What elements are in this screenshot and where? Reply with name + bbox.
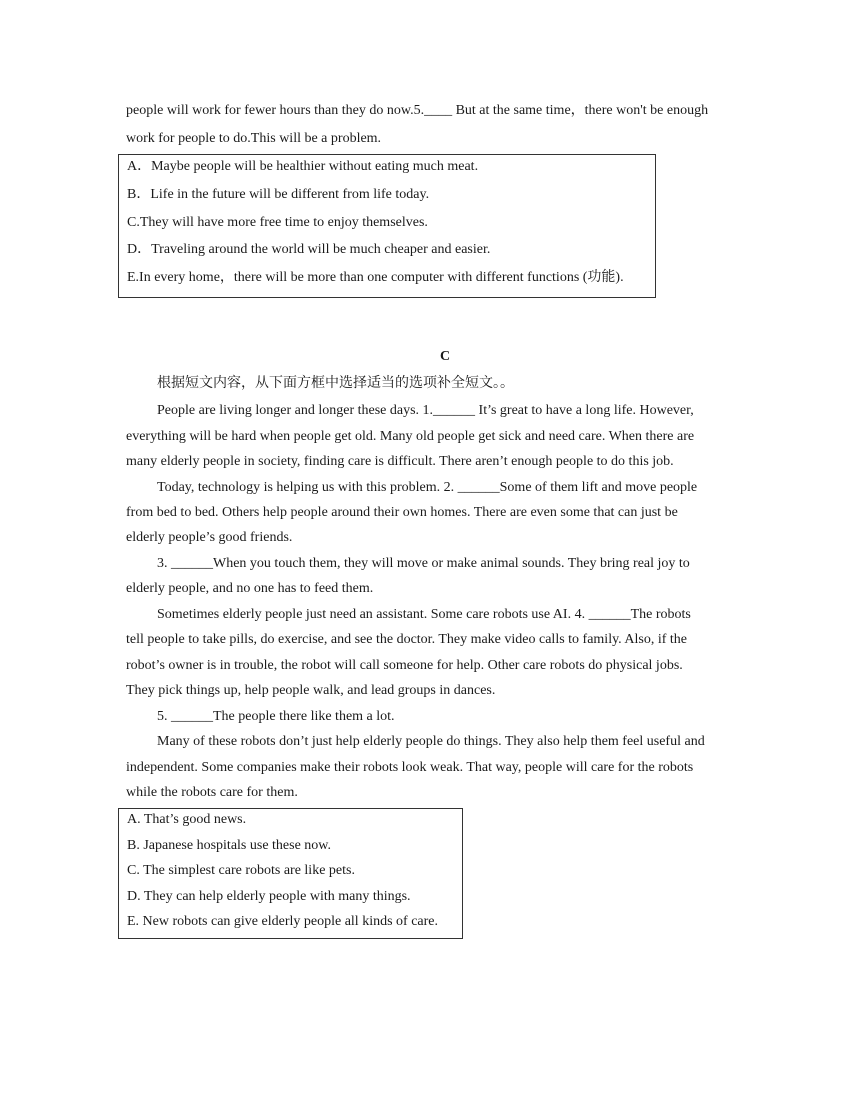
passage-c-line: tell people to take pills, do exercise, and see the doctor. They make video calls to family. Also, if the [126,632,688,647]
option-b: B．Life in the future will be different from life today. [127,187,430,202]
option-c: C.They will have more free time to enjoy themselves. [127,215,428,230]
passage-c-line: independent. Some companies make their robots look weak. That way, people will care for the robots [126,760,694,775]
passage-c-line: 5. ______The people there like them a lot. [157,709,395,724]
passage-c-line: robot’s owner is in trouble, the robot will call someone for help. Other care robots do physical jobs. [126,658,683,673]
passage-c-line: Sometimes elderly people just need an assistant. Some care robots use AI. 4. ______The robots [157,607,691,622]
option-a: A．Maybe people will be healthier without eating much meat. [127,159,479,174]
passage-c-line: Many of these robots don’t just help elderly people do things. They also help them feel useful and [157,734,705,749]
option-c: C. The simplest care robots are like pets. [127,863,355,878]
instruction: 根据短文内容，从下面方框中选择适当的选项补全短文。。 [157,375,514,391]
option-e: E.In every home，there will be more than one computer with different functions (功能). [127,270,624,285]
passage-b-line: people will work for fewer hours than they do now.5.____ But at the same time，there won't be enough [126,103,709,118]
option-b: B. Japanese hospitals use these now. [127,838,331,853]
passage-c-line: People are living longer and longer these days. 1.______ It’s great to have a long life. However, [157,403,694,418]
passage-c-line: many elderly people in society, finding care is difficult. There aren’t enough people to do this job. [126,454,674,469]
section-heading: C [439,349,451,364]
option-d: D. They can help elderly people with many things. [127,889,411,904]
options-box-c [118,808,463,939]
passage-c-line: Today, technology is helping us with this problem. 2. ______Some of them lift and move people [157,480,698,495]
options-box-b [118,154,656,298]
passage-c-line: elderly people, and no one has to feed them. [126,581,374,596]
passage-c-line: everything will be hard when people get old. Many old people get sick and need care. When there are [126,429,695,444]
passage-c-line: 3. ______When you touch them, they will move or make animal sounds. They bring real joy to [157,556,690,571]
passage-c-line: They pick things up, help people walk, and lead groups in dances. [126,683,496,698]
option-d: D．Traveling around the world will be much cheaper and easier. [127,242,491,257]
option-a: A. That’s good news. [127,812,247,827]
option-e: E. New robots can give elderly people all kinds of care. [127,914,439,929]
passage-c-line: while the robots care for them. [126,785,298,800]
passage-c-line: elderly people’s good friends. [126,530,293,545]
passage-c-line: from bed to bed. Others help people around their own homes. There are even some that can just be [126,505,678,520]
passage-b-line: work for people to do.This will be a problem. [126,131,382,146]
